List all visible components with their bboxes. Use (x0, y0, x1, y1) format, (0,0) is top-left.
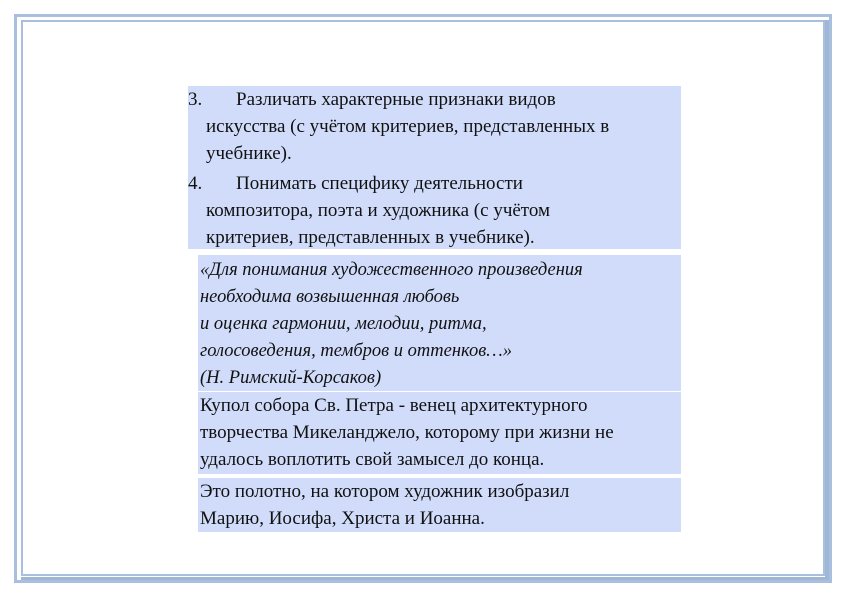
paragraph-line: творчества Микеланджело, которому при жизни не (200, 422, 614, 443)
quote-line: необходима возвышенная любовь (200, 287, 460, 307)
rimsky-korsakov-quote (198, 255, 681, 391)
quote-line: и оценка гармонии, мелодии, ритма, (200, 314, 487, 334)
list-line: искусства (с учётом критериев, представленных в (206, 116, 610, 137)
quote-author: (Н. Римский-Корсаков) (200, 368, 382, 388)
quote-line: «Для понимания художественного произведения (200, 260, 583, 280)
list-line: учебнике). (206, 143, 292, 164)
paragraph-line: Это полотно, на котором художник изобразил (200, 481, 570, 502)
painting-description (198, 478, 681, 532)
quote-line: голосоведения, тембров и оттенков…» (200, 341, 512, 361)
list-item-4 (188, 170, 681, 251)
objectives-list (188, 86, 681, 249)
list-number: 3. (188, 89, 203, 110)
list-item-3 (188, 86, 681, 167)
list-line: композитора, поэта и художника (с учётом (206, 200, 551, 221)
list-line: Понимать специфику деятельности (236, 173, 523, 194)
list-line: Различать характерные признаки видов (236, 89, 556, 110)
paragraph-line: Купол собора Св. Петра - венец архитектурного (200, 395, 588, 416)
list-number: 4. (188, 173, 203, 194)
list-line: критериев, представленных в учебнике). (206, 227, 535, 248)
dome-description (198, 392, 681, 474)
paragraph-line: Марию, Иосифа, Христа и Иоанна. (200, 508, 485, 529)
paragraph-line: удалось воплотить свой замысел до конца. (200, 449, 545, 470)
